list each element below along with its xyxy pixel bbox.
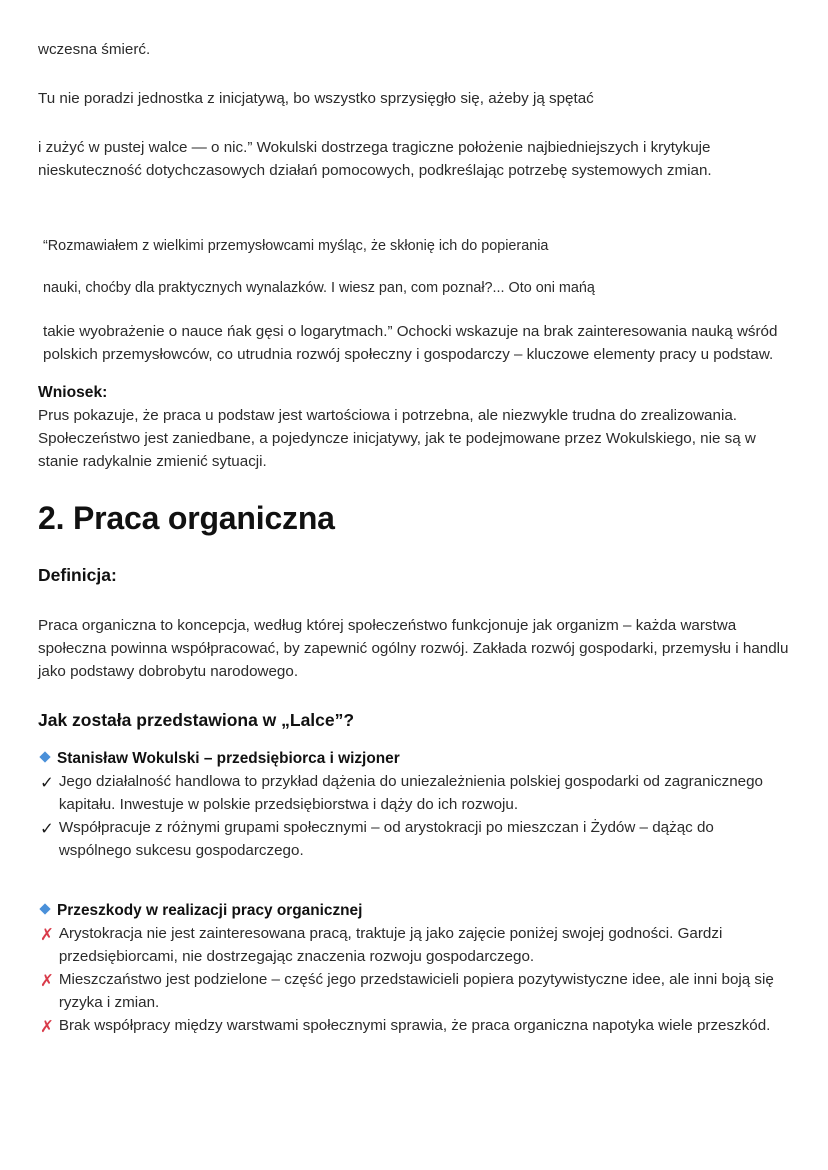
list-item [38, 770, 790, 816]
group-heading-przeszkody [38, 900, 790, 922]
spacer [38, 538, 790, 564]
list-item-text: Arystokracja nie jest zainteresowana pracą, traktuje ją jako zajęcie poniżej swojej godności. Gardzi przedsiębiorcami, nie dostrzegając znaczenia rozwoju gospodarczego. [58, 924, 723, 966]
spacer [38, 588, 790, 614]
list-item-text: Mieszczaństwo jest podzielone – część jego przedstawicieli popiera pozytywistyczne idee, ale inni boją się ryzyka i zmian. [58, 971, 774, 1012]
quotation-block [38, 236, 790, 365]
group-heading-wokulski [38, 748, 790, 770]
spacer [38, 683, 790, 709]
group-heading-label: Stanisław Wokulski – przedsiębiorca i wizjoner [57, 750, 400, 768]
spacer [38, 473, 790, 499]
cross-icon: ✗ [40, 924, 54, 944]
cross-icon: ✗ [40, 1017, 54, 1037]
spacer [38, 884, 790, 900]
quote-line-2: nauki, choćby dla praktycznych wynalazków. I wiesz pan, com poznał?... Oto oni mańą [43, 279, 595, 296]
definition-heading: Definicja: [38, 564, 117, 585]
list-item [38, 1014, 790, 1039]
spacer [43, 258, 790, 278]
spacer [38, 732, 790, 748]
check-icon: ✓ [40, 819, 54, 839]
spacer [43, 300, 790, 320]
check-icon: ✓ [40, 773, 54, 793]
list-item-text: Brak współpracy między warstwami społecznymi sprawia, że praca organiczna napotyka wiele przeszkód. [58, 1017, 771, 1035]
section-title: 2. Praca organiczna [38, 499, 335, 536]
intro-line-2: Tu nie poradzi jednostka z inicjatywą, bo wszystko sprzysięgło się, ażeby ją spętać [38, 90, 594, 108]
list-item [38, 816, 790, 862]
spacer [38, 182, 790, 236]
quote-line-1: “Rozmawiałem z wielkimi przemysłowcami myśląc, że skłonię ich do popierania [43, 238, 549, 255]
group-heading-label: Przeszkody w realizacji pracy organicznej [57, 902, 363, 920]
list-item-text: Jego działalność handlowa to przykład dążenia do uniezależnienia polskiej gospodarki od zagranicznego kapitału. Inwestuje w polskie przedsiębiorstwa i dąży do ich rozwoju. [58, 773, 763, 814]
list-item-text: Współpracuje z różnymi grupami społecznymi – od arystokracji po mieszczan i Żydów – dążąc do wspólnego sukcesu gospodarczego. [58, 819, 714, 860]
spacer [38, 110, 790, 136]
conclusion-body: Prus pokazuje, że praca u podstaw jest wartościowa i potrzebna, ale niezwykle trudna do zrealizowania. Społeczeństwo jest zaniedbane, a pojedyncze inicjatywy, jak te podejmowane przez Wokulskiego, nie są w stanie radykalnie zmienić sytuacji. [38, 406, 756, 470]
list-item [38, 922, 790, 968]
question-heading: Jak została przedstawiona w „Lalce”? [38, 709, 355, 730]
quote-line-3: takie wyobrażenie o nauce ńak gęsi o logarytmach.” Ochocki wskazuje na brak zainteresowania nauką wśród polskich przemysłowców, co utrudnia rozwój społeczny i gospodarczy – kluczowe elementy pracy u podstaw. [43, 322, 778, 363]
definition-body: Praca organiczna to koncepcja, według której społeczeństwo funkcjonuje jak organizm – każda warstwa społeczna powinna współpracować, by zapewnić ogólny rozwój. Zakłada rozwój gospodarki, przemysłu i handlu jako podstawy dobrobytu narodowego. [38, 616, 789, 680]
diamond-bullet-icon [39, 752, 50, 763]
conclusion-heading: Wniosek: [38, 383, 108, 401]
intro-line-1: wczesna śmierć. [38, 41, 151, 58]
intro-line-3: i zużyć w pustej walce — o nic.” Wokulski dostrzega tragiczne położenie najbiedniejszych i krytykuje nieskuteczność dotychczasowych działań pomocowych, podkreślając potrzebę systemowych zmian. [38, 139, 712, 180]
spacer [38, 61, 790, 87]
list-item [38, 968, 790, 1014]
spacer [38, 862, 790, 884]
cross-icon: ✗ [40, 971, 54, 991]
diamond-bullet-icon [39, 904, 50, 915]
spacer [38, 366, 790, 382]
